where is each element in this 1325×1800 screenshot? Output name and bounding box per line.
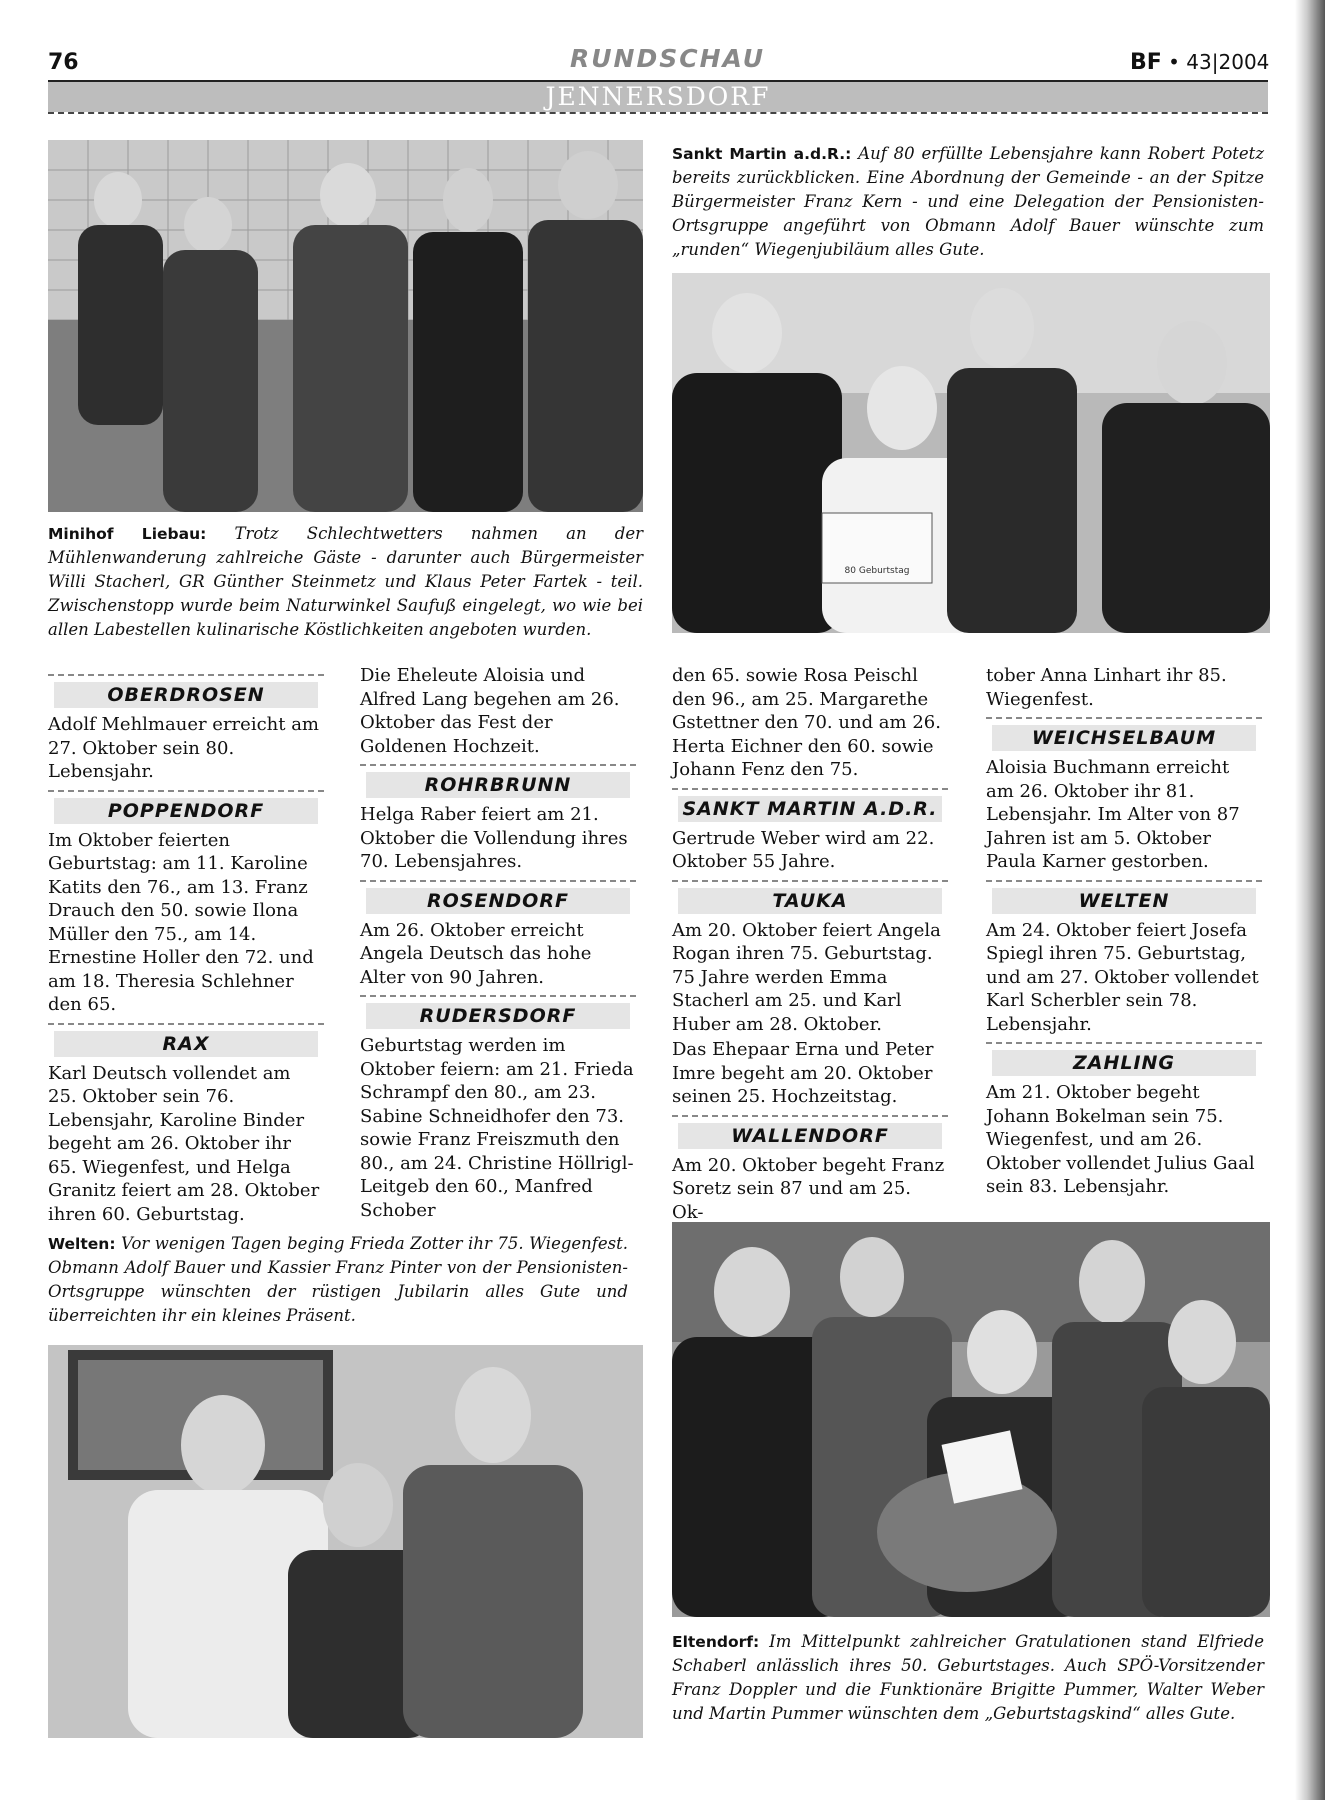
notice-welten: Am 24. Oktober feiert Josefa Spiegl ihren 75. Geburtstag, und am 27. Oktober vollendet Karl Scherbler sein 78. Lebensjahr. [986,919,1259,1035]
heading-label: TAUKA [678,888,942,914]
heading-oberdrosen [48,674,324,708]
caption-minihof-liebau [48,522,643,642]
heading-label: OBERDROSEN [54,682,318,708]
notice-rax: Karl Deutsch vollendet am 25. Oktober sein 76. Lebensjahr, Karoline Binder begeht am 26. Oktober ihr 65. Wiegenfest, und Helga Granitz feiert am 28. Oktober ihren 60. Geburtstag. [48,1062,320,1225]
heading-label: WELTEN [992,888,1256,914]
notice-rudersdorf: Geburtstag werden im Oktober feiern: am 21. Frieda Schrampf den 80., am 23. Sabine Schneidhofer den 73. sowie Franz Freiszmuth den 80., am 24. Christine Höllrigl-Leitgeb den 60., Manfred Schober [360,1035,634,1221]
notice-tauka: Am 20. Oktober feiert Angela Rogan ihren 75. Geburtstag. 75 Jahre werden Emma Stacherl am 25. und Karl Huber am 28. Oktober. [672,919,941,1035]
heading-rax [48,1023,324,1057]
column-2 [360,664,636,1224]
heading-label: ZAHLING [992,1050,1256,1076]
caption-text: Trotz Schlechtwetters nahmen an der Mühlenwanderung zahlreiche Gäste - darunter auch Bürgermeister Willi Stacherl, GR Günther Steinmetz und Klaus Peter Fartek - teil. Zwischenstopp wurde beim Naturwinkel Saufuß eingelegt, wo wie bei allen Labestellen kulinarische Köstlichkeiten angeboten wurden. [48,524,643,639]
heading-label: RUDERSDORF [366,1003,630,1029]
caption-text: Vor wenigen Tagen beging Frieda Zotter ihr 75. Wiegenfest. Obmann Adolf Bauer und Kassier Franz Pinter von der Pensionisten-Ortsgruppe wünschten der rüstigen Jubilarin alles Gute und überreichten ihr ein kleines Präsent. [48,1234,628,1325]
notice-weichselbaum: Aloisia Buchmann erreicht am 26. Oktober ihr 81. Lebensjahr. Im Alter von 87 Jahren ist am 5. Oktober Paula Karner gestorben. [986,757,1240,872]
heading-welten [986,880,1262,914]
notice-tauka-2: Das Ehepaar Erna und Peter Imre begeht am 20. Oktober seinen 25. Hochzeitstag. [672,1039,934,1107]
notice-rohrbrunn: Helga Raber feiert am 21. Oktober die Vollendung ihres 70. Lebensjahres. [360,804,628,872]
notice-rudersdorf-cont: den 65. sowie Rosa Peischl den 96., am 25. Margarethe Gstettner den 70. und am 26. Herta Eichner den 60. sowie Johann Fenz den 75. [672,665,941,780]
photo-welten [48,1345,643,1738]
column-1 [48,668,324,1228]
column-4 [986,664,1262,1201]
photo-eltendorf [672,1222,1270,1617]
header-dashed-rule [48,112,1268,114]
caption-sankt-martin [672,142,1264,262]
issue-label [1130,50,1269,75]
caption-place: Sankt Martin a.d.R.: [672,145,852,163]
issue-prefix: BF [1130,50,1162,75]
column-3 [672,664,948,1226]
region-title: JENNERSDORF [545,82,771,111]
notice-lang: Die Eheleute Aloisia und Alfred Lang begehen am 26. Oktober das Fest der Goldenen Hochzeit. [360,665,620,757]
caption-place: Welten: [48,1235,116,1253]
heading-label: SANKT MARTIN A.D.R. [678,796,942,822]
heading-poppendorf [48,790,324,824]
notice-poppendorf: Im Oktober feierten Geburtstag: am 11. Karoline Katits den 76., am 13. Franz Drauch den 50. sowie Ilona Müller den 75., am 14. Ernestine Holler den 72. und am 18. Theresia Schlehner den 65. [48,829,314,1015]
heading-label: WEICHSELBAUM [992,725,1256,751]
heading-wallendorf [672,1115,948,1149]
heading-sankt-martin [672,788,948,822]
caption-text: Im Mittelpunkt zahlreicher Gratulationen stand Elfriede Schaberl anlässlich ihres 50. Geburtstages. Auch SPÖ-Vorsitzender Franz Doppler und die Funktionäre Brigitte Pummer, Walter Weber und Martin Pummer wünschten dem „Geburtstagskind“ alles Gute. [672,1632,1264,1723]
region-banner [48,82,1268,112]
heading-rosendorf [360,880,636,914]
section-title: RUNDSCHAU [570,44,766,73]
photo-sign-text: 80 Geburtstag [844,566,910,576]
heading-label: ROSENDORF [366,888,630,914]
heading-zahling [986,1042,1262,1076]
notice-rosendorf: Am 26. Oktober erreicht Angela Deutsch das hohe Alter von 90 Jahren. [360,919,592,988]
heading-rudersdorf [360,995,636,1029]
notice-oberdrosen: Adolf Mehlmauer erreicht am 27. Oktober sein 80. Lebensjahr. [48,714,320,782]
photo-minihof-liebau [48,140,643,512]
heading-label: WALLENDORF [678,1123,942,1149]
issue-number: • 43|2004 [1168,50,1270,74]
heading-label: POPPENDORF [54,798,318,824]
scan-edge-shadow [1295,0,1325,1800]
photo-sankt-martin [672,273,1270,633]
notice-zahling: Am 21. Oktober begeht Johann Bokelman sein 75. Wiegenfest, und am 26. Oktober vollendet Julius Gaal sein 83. Lebensjahr. [986,1082,1255,1197]
heading-label: RAX [54,1031,318,1057]
heading-weichselbaum [986,717,1262,751]
page-number: 76 [48,50,79,75]
heading-label: ROHRBRUNN [366,772,630,798]
notice-sankt-martin: Gertrude Weber wird am 22. Oktober 55 Jahre. [672,827,935,872]
caption-place: Minihof Liebau: [48,525,207,543]
heading-rohrbrunn [360,764,636,798]
caption-text: Auf 80 erfüllte Lebensjahre kann Robert Potetz bereits zurückblicken. Eine Abordnung der Gemeinde - an der Spitze Bürgermeister Franz Kern - und eine Delegation der Pensionisten-Ortsgruppe angeführt von Obmann Adolf Bauer wünschte zum „runden“ Wiegenjubiläum alles Gute. [672,144,1265,259]
notice-wallendorf: Am 20. Oktober begeht Franz Soretz sein 87 und am 25. Ok- [672,1154,945,1223]
notice-wallendorf-cont: tober Anna Linhart ihr 85. Wiegenfest. [986,665,1227,710]
caption-place: Eltendorf: [672,1633,760,1651]
caption-eltendorf [672,1630,1264,1726]
caption-welten [48,1232,628,1328]
heading-tauka [672,880,948,914]
